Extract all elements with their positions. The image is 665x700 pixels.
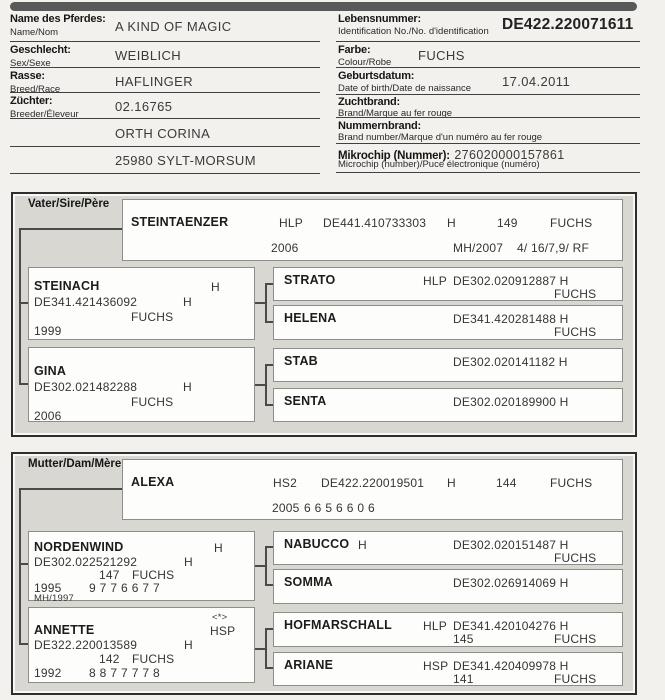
- ancestor-name: NABUCCO: [284, 537, 350, 551]
- grandparent-box: [273, 652, 623, 686]
- field-underline: [10, 118, 320, 119]
- pedigree-connector: [265, 404, 273, 406]
- ancestor-reg-no: DE341.420281488 H: [453, 312, 569, 326]
- ancestor-name: NORDENWIND: [34, 540, 124, 554]
- pedigree-connector: [20, 488, 122, 490]
- ancestor-name: SOMMA: [284, 575, 333, 589]
- dam-section-label: Mutter/Dam/Mère: [28, 458, 122, 470]
- pedigree-connector: [19, 488, 21, 645]
- ancestor-name: STEINACH: [34, 279, 100, 293]
- pedigree-connector: [265, 546, 273, 548]
- pedigree-connector: [19, 563, 28, 565]
- ancestor-sex: H: [183, 295, 192, 309]
- dam-of-sire-box: [28, 347, 255, 422]
- ancestor-colour: FUCHS: [132, 568, 175, 582]
- horse-name-value: A KIND OF MAGIC: [115, 19, 232, 34]
- field-sublabel-name: Name/Nom: [10, 27, 59, 38]
- ancestor-colour: FUCHS: [554, 287, 597, 301]
- ancestor-colour: FUCHS: [554, 325, 597, 339]
- dam-year: 2005: [272, 501, 300, 515]
- ancestor-reg-no: DE322.220013589: [34, 638, 138, 652]
- dam-sex: H: [447, 476, 456, 490]
- pedigree-connector: [19, 643, 28, 645]
- field-label-microchip: Mikrochip (Nummer):: [338, 150, 450, 162]
- sire-name: STEINTAENZER: [131, 215, 229, 229]
- microchip-value: 276020000157861: [454, 148, 565, 162]
- pedigree-connector: [265, 667, 273, 669]
- field-label-sex: Geschlecht:: [10, 44, 71, 56]
- grandparent-box: [273, 348, 623, 382]
- field-label-idnumber: Lebensnummer:: [338, 13, 421, 25]
- sire-of-sire-box: [28, 267, 255, 340]
- pedigree-connector: [265, 321, 273, 323]
- ancestor-name: STAB: [284, 354, 318, 368]
- dam-reg-no: DE422.220019501: [321, 476, 425, 490]
- sire-grade: HLP: [279, 216, 303, 230]
- field-sublabel-brand: Brand/Marque au fer rouge: [338, 108, 453, 119]
- grandparent-box: [273, 388, 623, 422]
- pedigree-connector: [265, 364, 267, 406]
- ancestor-colour: FUCHS: [132, 652, 175, 666]
- grandparent-box: [273, 612, 623, 647]
- ancestor-year: 2006: [34, 409, 62, 423]
- ancestor-year: 1992: [34, 666, 62, 680]
- ancestor-name: GINA: [34, 364, 67, 378]
- field-label-colour: Farbe:: [338, 44, 371, 56]
- ancestor-grade: HLP: [423, 619, 447, 633]
- dam-box: [122, 459, 623, 520]
- breeder-address-value: 25980 SYLT-MORSUM: [115, 153, 256, 168]
- grandparent-box: [273, 267, 623, 301]
- breeder-number-value: 02.16765: [115, 99, 173, 114]
- field-underline: [336, 41, 640, 42]
- ancestor-sex: H: [183, 380, 192, 394]
- field-label-brandnumber: Nummernbrand:: [338, 120, 421, 132]
- field-label-brand: Zuchtbrand:: [338, 96, 400, 108]
- ancestor-colour: FUCHS: [554, 551, 597, 565]
- grandparent-box: [273, 569, 623, 604]
- dam-name: ALEXA: [131, 475, 175, 489]
- ancestor-height: 145: [453, 632, 474, 646]
- sire-year: 2006: [271, 241, 299, 255]
- field-sublabel-brandnumber: Brand number/Marque d'un numéro au fer rouge: [338, 132, 543, 143]
- field-label-breed: Rasse:: [10, 70, 45, 82]
- ancestor-scores: 9776677: [89, 581, 164, 595]
- sire-scores: 4/ 16/7,9/ RF: [517, 241, 589, 255]
- ancestor-year: 1999: [34, 324, 62, 338]
- pedigree-connector: [19, 228, 21, 385]
- ancestor-reg-no: DE302.026914069 H: [453, 576, 569, 590]
- field-label-name: Name des Pferdes:: [10, 13, 106, 25]
- ancestor-star-mark: <*>: [212, 612, 228, 623]
- colour-value: FUCHS: [418, 48, 465, 63]
- ancestor-scores: 8877778: [89, 666, 164, 680]
- sire-sex: H: [447, 216, 456, 230]
- pedigree-connector: [265, 364, 273, 366]
- sex-value: WEIBLICH: [115, 48, 182, 63]
- grandparent-box: [273, 531, 623, 565]
- pedigree-connector: [265, 628, 273, 630]
- ancestor-reg-no: DE302.020141182 H: [453, 355, 568, 369]
- sire-performance: MH/2007: [453, 241, 504, 255]
- ancestor-performance: MH/1997: [34, 593, 74, 604]
- ancestor-badge: H: [214, 541, 223, 555]
- ancestor-height: 147: [99, 568, 120, 582]
- field-sublabel-colour: Colour/Robe: [338, 57, 392, 68]
- ancestor-colour: FUCHS: [554, 672, 597, 686]
- ancestor-colour: FUCHS: [554, 632, 597, 646]
- field-label-breeder: Züchter:: [10, 95, 53, 107]
- breeder-name-value: ORTH CORINA: [115, 126, 211, 141]
- ancestor-badge: H: [211, 280, 220, 294]
- ancestor-colour: FUCHS: [131, 310, 174, 324]
- field-sublabel-breed: Breed/Race: [10, 84, 61, 95]
- ancestor-name: STRATO: [284, 273, 336, 287]
- ancestor-grade: HSP: [423, 659, 449, 673]
- field-sublabel-idnumber: Identification No./No. d'identification: [338, 26, 489, 37]
- ancestor-sex: H: [184, 555, 193, 569]
- sire-colour: FUCHS: [550, 216, 593, 230]
- ancestor-reg-no: DE341.421436092: [34, 295, 138, 309]
- sire-box: [122, 199, 623, 261]
- sire-of-dam-box: [28, 531, 255, 604]
- field-underline: [336, 117, 640, 118]
- ancestor-grade: HSP: [210, 624, 236, 638]
- ancestor-name: HOFMARSCHALL: [284, 618, 392, 632]
- birthdate-value: 17.04.2011: [502, 74, 571, 89]
- pedigree-connector: [265, 283, 267, 323]
- ancestor-reg-no: DE302.021482288: [34, 380, 138, 394]
- ancestor-reg-no: DE341.420104276 H: [453, 619, 569, 633]
- pedigree-connector: [19, 302, 28, 304]
- ancestor-height: 141: [453, 672, 474, 686]
- field-underline: [10, 41, 320, 42]
- ancestor-year: 1995: [34, 581, 62, 595]
- ancestor-sex: H: [184, 638, 193, 652]
- field-underline: [10, 146, 320, 147]
- ancestor-reg-no: DE302.022521292: [34, 555, 138, 569]
- life-number-value: DE422.220071611: [502, 16, 634, 33]
- field-underline: [10, 92, 320, 93]
- dam-grade: HS2: [273, 476, 297, 490]
- ancestor-name: SENTA: [284, 394, 327, 408]
- sire-reg-no: DE441.410733303: [323, 216, 427, 230]
- field-underline: [336, 143, 640, 144]
- field-sublabel-sex: Sex/Sexe: [10, 58, 51, 69]
- grandparent-box: [273, 305, 623, 340]
- pedigree-connector: [265, 584, 273, 586]
- ancestor-colour: FUCHS: [131, 395, 174, 409]
- field-underline: [10, 67, 320, 68]
- ancestor-grade: H: [358, 538, 367, 552]
- field-sublabel-microchip: Microchip (number)/Puce électronique (numéro): [338, 159, 540, 170]
- pedigree-connector: [265, 283, 273, 285]
- field-label-birthdate: Geburtsdatum:: [338, 70, 415, 82]
- breed-value: HAFLINGER: [115, 74, 194, 89]
- ancestor-name: ANNETTE: [34, 623, 95, 637]
- field-sublabel-breeder: Breeder/Éleveur: [10, 109, 79, 120]
- pedigree-connector: [265, 546, 267, 586]
- ancestor-name: ARIANE: [284, 658, 334, 672]
- dam-height: 144: [496, 476, 517, 490]
- top-divider-bar: [10, 2, 637, 11]
- sire-section-label: Vater/Sire/Père: [28, 198, 110, 210]
- ancestor-height: 142: [99, 652, 120, 666]
- ancestor-reg-no: DE302.020912887 H: [453, 274, 569, 288]
- field-underline: [336, 94, 640, 95]
- dam-scores: 6656606: [304, 501, 379, 515]
- field-underline: [336, 67, 640, 68]
- field-underline: [10, 173, 320, 174]
- field-underline: [336, 172, 640, 173]
- dam-of-dam-box: [28, 607, 255, 683]
- sire-height: 149: [497, 216, 518, 230]
- ancestor-reg-no: DE341.420409978 H: [453, 659, 569, 673]
- ancestor-reg-no: DE302.020189900 H: [453, 395, 569, 409]
- field-sublabel-birthdate: Date of birth/Date de naissance: [338, 83, 472, 94]
- dam-colour: FUCHS: [550, 476, 593, 490]
- pedigree-connector: [20, 228, 122, 230]
- ancestor-name: HELENA: [284, 311, 337, 325]
- pedigree-connector: [265, 628, 267, 669]
- ancestor-reg-no: DE302.020151487 H: [453, 538, 569, 552]
- ancestor-grade: HLP: [423, 274, 447, 288]
- pedigree-connector: [19, 383, 28, 385]
